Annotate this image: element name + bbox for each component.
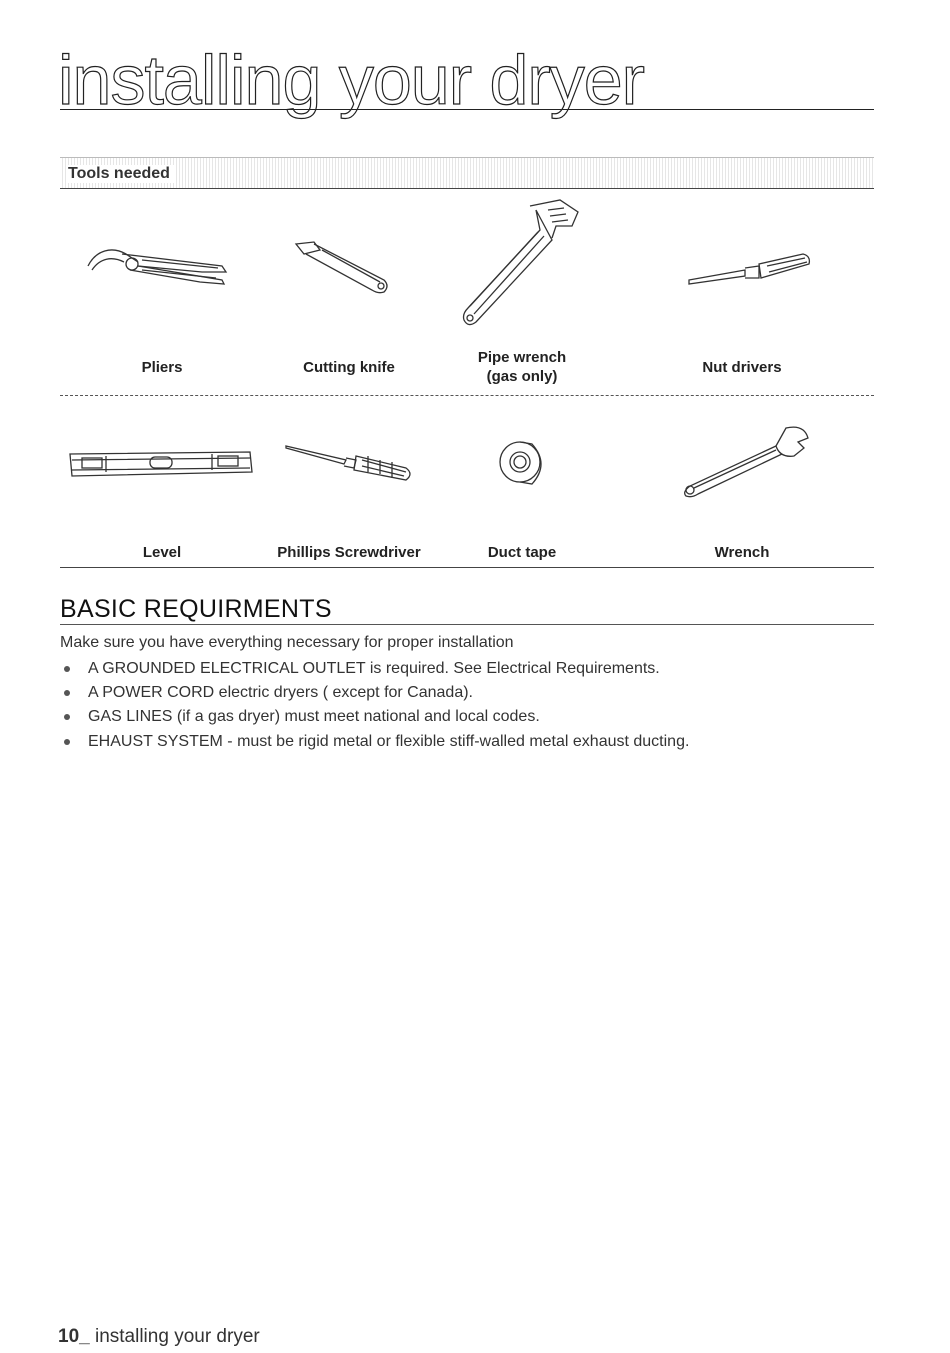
list-item (60, 705, 689, 729)
list-item-text: A GROUNDED ELECTRICAL OUTLET is required. See Electrical Requirements. (88, 660, 660, 677)
list-item-text: A POWER CORD electric dryers ( except for Canada). (88, 684, 473, 702)
page-number: 10_ (58, 1326, 90, 1347)
tools-bottom-rule (60, 567, 874, 568)
cutting-knife-icon (292, 238, 392, 298)
page-footer (58, 1326, 260, 1348)
tool-label-pipe-wrench-note: (gas only) (486, 368, 558, 385)
tool-label-wrench: Wrench (714, 544, 770, 561)
title-rule (60, 109, 874, 110)
wrench-icon (676, 422, 812, 500)
tool-label-phillips-screwdriver: Phillips Screwdriver (277, 544, 421, 561)
bullet-icon (64, 739, 70, 745)
tool-label-pliers: Pliers (141, 359, 183, 376)
bullet-icon (64, 690, 70, 696)
tool-label-pipe-wrench-name: Pipe wrench (477, 349, 567, 366)
list-item-text: GAS LINES (if a gas dryer) must meet national and local codes. (88, 708, 540, 726)
tool-label-cutting-knife: Cutting knife (303, 359, 395, 376)
pliers-icon (82, 236, 232, 296)
tools-row-divider (60, 395, 874, 396)
level-icon (66, 446, 256, 484)
list-item-text: EHAUST SYSTEM - must be rigid metal or flexible stiff-walled metal exhaust ducting. (88, 732, 690, 750)
intro-text: Make sure you have everything necessary for proper installation (60, 634, 514, 651)
tool-label-nut-drivers: Nut drivers (702, 359, 782, 376)
list-item (60, 657, 689, 681)
list-item (60, 681, 689, 705)
tool-label-pipe-wrench (452, 348, 592, 386)
tool-label-level: Level (142, 544, 182, 561)
bullet-icon (64, 714, 70, 720)
footer-text: installing your dryer (89, 1326, 260, 1347)
tools-header-label: Tools needed (68, 165, 176, 183)
tool-label-duct-tape: Duct tape (487, 544, 557, 561)
requirements-list (60, 657, 689, 754)
duct-tape-icon (492, 436, 556, 492)
list-item (60, 730, 689, 754)
tools-header-bar (60, 157, 874, 189)
section-rule (60, 624, 874, 625)
screwdriver-icon (282, 436, 417, 488)
page-title: installing your dryer (58, 41, 644, 119)
nut-driver-icon (685, 248, 815, 288)
bullet-icon (64, 666, 70, 672)
section-heading: BASIC REQUIRMENTS (60, 595, 332, 623)
pipe-wrench-icon (460, 196, 585, 331)
